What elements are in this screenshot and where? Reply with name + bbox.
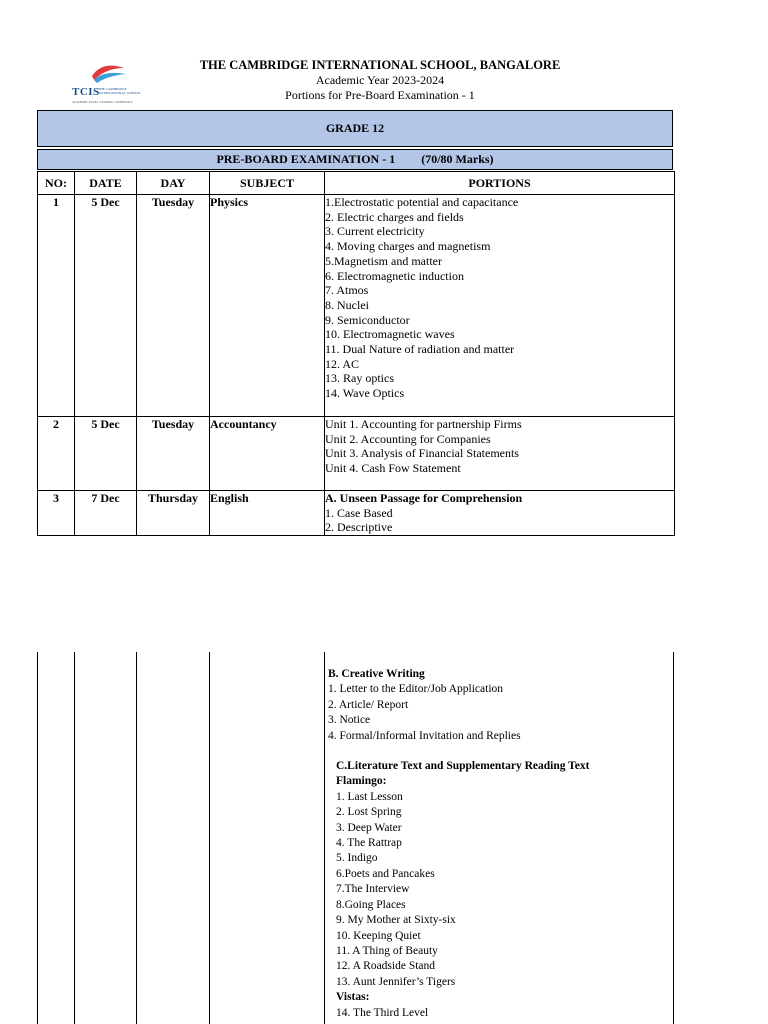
row-day: Tuesday [137, 195, 210, 417]
portions-title: Portions for Pre-Board Examination - 1 [285, 88, 475, 102]
row-day: Tuesday [137, 417, 210, 491]
portion-item: 13. Ray optics [325, 371, 394, 386]
column-header-subject: SUBJECT [210, 172, 325, 195]
logo-abbr: TCIS [72, 86, 100, 98]
portion-item: 6.Poets and Pancakes [336, 867, 435, 880]
row-date: 7 Dec [75, 491, 137, 536]
portion-item: 2. Article/ Report [328, 698, 409, 711]
section-heading: C.Literature Text and Supplementary Reading Text [336, 760, 590, 773]
row-date: 5 Dec [75, 417, 137, 491]
column-header-no: NO: [38, 172, 75, 195]
portion-item: Unit 3. Analysis of Financial Statements [325, 446, 519, 461]
column-border [324, 652, 325, 1024]
column-border [74, 652, 75, 1024]
column-border [673, 652, 674, 1024]
portion-item: 13. Aunt Jennifer’s Tigers [336, 975, 456, 988]
portion-item: 11. A Thing of Beauty [336, 944, 438, 957]
table-row [38, 417, 675, 491]
portion-item: 11. Dual Nature of radiation and matter [325, 342, 515, 357]
portion-item: 1. Letter to the Editor/Job Application [328, 683, 504, 696]
subsection-heading: Flamingo: [336, 775, 387, 788]
portion-item: 7.The Interview [336, 883, 410, 896]
portion-item: 12. AC [325, 356, 360, 371]
portion-item: 14. The Third Level [336, 1006, 429, 1019]
continuation-portions [328, 667, 589, 1021]
column-header-portions: PORTIONS [325, 172, 675, 195]
portion-item: 1. Last Lesson [336, 790, 403, 803]
row-portions [325, 491, 675, 536]
grade-label: GRADE 12 [325, 121, 385, 135]
column-header-date: DATE [75, 172, 137, 195]
portion-item: Unit 2. Accounting for Companies [325, 431, 491, 446]
row-subject: Accountancy [210, 417, 325, 491]
portion-item: 8. Nuclei [325, 297, 369, 312]
portion-item: 3. Deep Water [336, 821, 402, 834]
portion-item: Unit 1. Accounting for partnership Firms [325, 417, 522, 431]
portion-item: 1. Case Based [325, 505, 393, 520]
portion-item: 2. Lost Spring [336, 806, 402, 819]
row-no: 3 [38, 491, 75, 536]
row-no: 2 [38, 417, 75, 491]
section-heading: B. Creative Writing [328, 668, 425, 680]
table-header-row [38, 172, 675, 195]
portion-item: 4. Moving charges and magnetism [325, 239, 491, 254]
row-subject: English [210, 491, 325, 536]
portion-item: 10. Keeping Quiet [336, 929, 421, 942]
portion-item: 5. Indigo [336, 852, 378, 865]
portion-heading: A. Unseen Passage for Comprehension [325, 491, 523, 505]
exam-banner [37, 149, 673, 170]
portion-item: 6. Electromagnetic induction [325, 268, 464, 283]
portion-item: 7. Atmos [325, 283, 369, 298]
portion-item: 3. Notice [328, 714, 371, 727]
grade-banner [37, 110, 673, 147]
row-subject: Physics [210, 195, 325, 417]
portion-item: 12. A Roadside Stand [336, 960, 436, 973]
column-border [209, 652, 210, 1024]
continuation-table [37, 652, 674, 1024]
column-border [37, 652, 38, 1024]
logo-name: THE CAMBRIDGE INTERNATIONAL SCHOOL [98, 87, 141, 95]
table-row [38, 195, 675, 417]
school-name: THE CAMBRIDGE INTERNATIONAL SCHOOL, BANGALORE [199, 58, 561, 72]
portion-item: 10. Electromagnetic waves [325, 327, 455, 342]
logo-tagline: ACADEMIC EXCEL. LEADING COMMUNITY [72, 100, 133, 104]
table-row [38, 491, 675, 536]
column-border [136, 652, 137, 1024]
portion-item: 5.Magnetism and matter [325, 253, 442, 268]
portion-item: 1.Electrostatic potential and capacitance [325, 195, 519, 209]
subsection-heading: Vistas: [336, 991, 370, 1004]
exam-marks: (70/80 Marks) [421, 152, 494, 166]
row-date: 5 Dec [75, 195, 137, 417]
portion-item: 9. My Mother at Sixty-six [336, 914, 456, 927]
schedule-table [37, 171, 675, 536]
column-header-day: DAY [137, 172, 210, 195]
row-no: 1 [38, 195, 75, 417]
portion-item: 2. Descriptive [325, 520, 393, 535]
exam-title: PRE-BOARD EXAMINATION - 1 [216, 152, 396, 166]
academic-year: Academic Year 2023-2024 [315, 73, 445, 87]
row-portions [325, 417, 675, 491]
portion-item: 14. Wave Optics [325, 386, 405, 401]
portion-item: 3. Current electricity [325, 224, 425, 239]
portion-item: 8.Going Places [336, 898, 406, 911]
portion-item: 4. The Rattrap [336, 837, 402, 850]
portion-item: 2. Electric charges and fields [325, 209, 464, 224]
portion-item: 4. Formal/Informal Invitation and Replies [328, 729, 521, 742]
logo-flag-icon [88, 62, 128, 84]
row-day: Thursday [137, 491, 210, 536]
portion-item: Unit 4. Cash Fow Statement [325, 461, 461, 476]
row-portions [325, 195, 675, 417]
portion-item: 9. Semiconductor [325, 312, 410, 327]
